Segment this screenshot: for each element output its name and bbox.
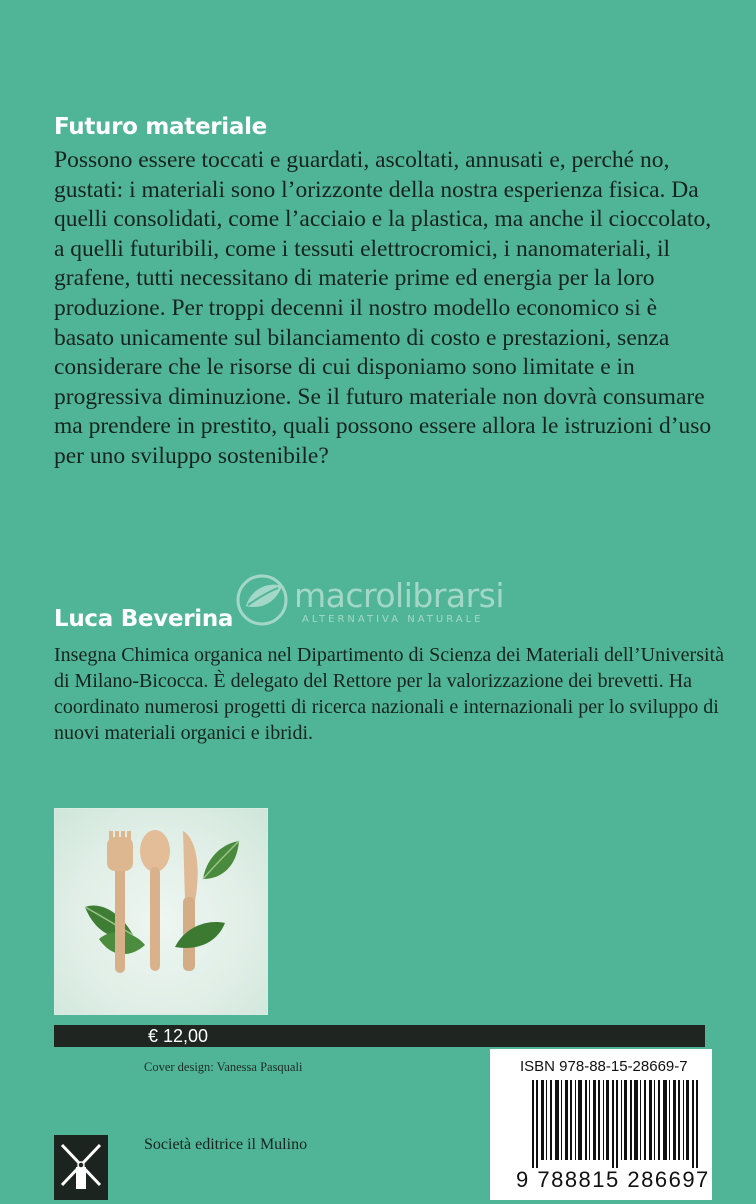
windmill-logo (54, 1135, 124, 1200)
cover-credit: Cover design: Vanessa Pasquali (144, 1060, 303, 1074)
windmill-icon (54, 1135, 124, 1200)
wooden-cutlery-icon (55, 809, 267, 1014)
isbn: ISBN 978-88-15-28669-7 (520, 1058, 688, 1075)
watermark (232, 572, 532, 632)
cover-image-cutlery (54, 808, 268, 1015)
book-blurb: Possono essere toccati e guardati, ascoltati, annusati e, perché no, gustati: i materiali sono l’orizzonte della nostra esperienza fisica. Da quelli consolidati, come l’acciaio e la plastica, ma anche il cioccolato, a quelli futuribili, come i tessuti elettrocromici, i nanomateriali, il grafene, tutti necessitano di materie prime ed energia per la loro produzione. Per troppi decenni il nostro modello economico si è basato unicamente sul bilanciamento di costo e prestazioni, senza considerare che le risorse di cui disponiamo sono limitate e in progressiva diminuzione. Se il futuro materiale non dovrà consumare ma prendere in prestito, quali possono essere allora le istruzioni d’uso per uno sviluppo sostenibile? (54, 147, 712, 469)
book-title: Futuro materiale (54, 114, 267, 140)
price: € 12,00 (148, 1026, 209, 1046)
barcode-icon (532, 1080, 702, 1168)
watermark-name: macrolibrarsi (294, 576, 505, 615)
publisher-name: Società editrice il Mulino (144, 1136, 308, 1153)
author-name: Luca Beverina (54, 606, 234, 632)
watermark-tagline: ALTERNATIVA NATURALE (302, 614, 484, 625)
ean-number: 9 788815 286697 (516, 1167, 710, 1192)
author-bio: Insegna Chimica organica nel Dipartimento di Scienza dei Materiali dell’Università di Milano-Bicocca. È delegato del Rettore per la valorizzazione dei brevetti. Ha coordinato numerosi progetti di ricerca nazionali e internazionali per lo sviluppo di nuovi materiali organici e ibridi. (54, 644, 724, 744)
leaf-icon (232, 572, 292, 628)
